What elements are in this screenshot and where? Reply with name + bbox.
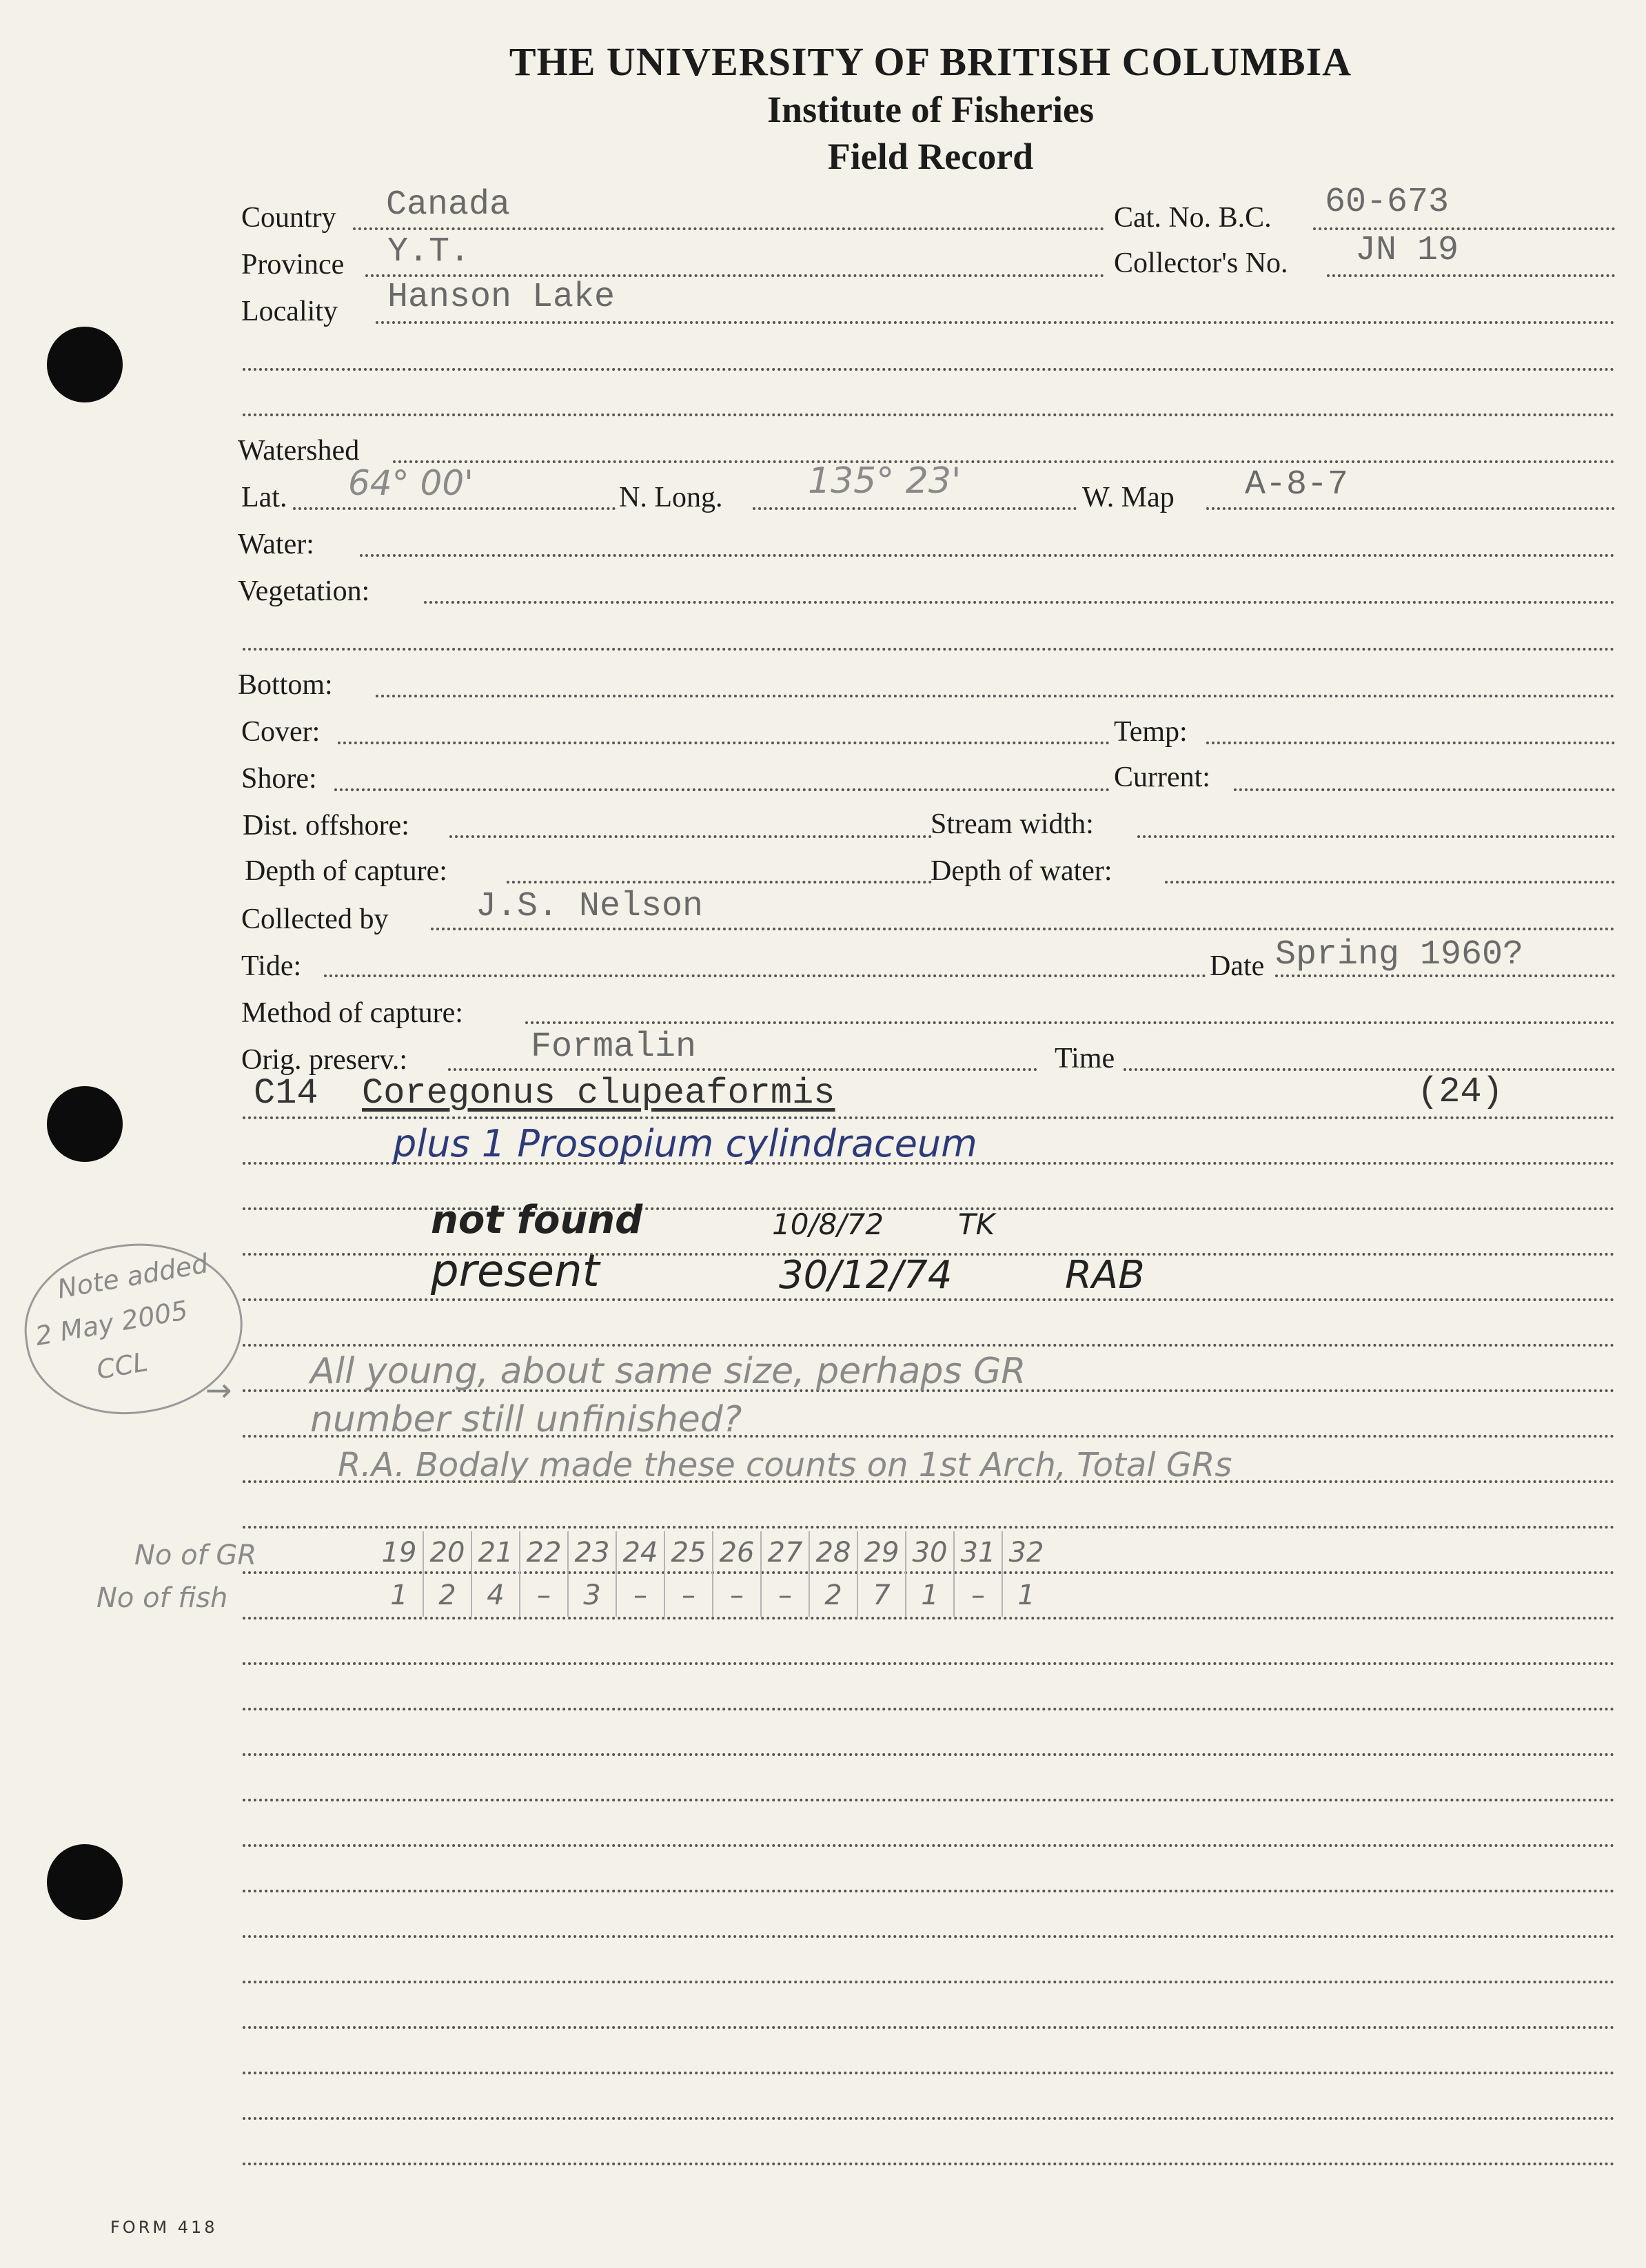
blank-line-1 xyxy=(243,413,1615,416)
binder-hole-top xyxy=(47,327,123,402)
tide-line xyxy=(324,974,1206,977)
margin-note-line-2: 2 May 2005 xyxy=(32,1294,190,1352)
stream-width-label: Stream width: xyxy=(931,808,1094,840)
date-label: Date xyxy=(1210,950,1265,982)
bottom-line xyxy=(376,695,1615,697)
lat-line xyxy=(293,507,616,510)
shore-label: Shore: xyxy=(241,763,317,795)
fish-cell: – xyxy=(664,1574,713,1617)
collected-by-label: Collected by xyxy=(241,903,389,935)
water-label: Water: xyxy=(238,529,314,560)
n-long-label: N. Long. xyxy=(619,482,723,513)
dist-offshore-label: Dist. offshore: xyxy=(243,810,409,841)
cover-label: Cover: xyxy=(241,716,321,748)
fish-cell: – xyxy=(616,1574,664,1617)
specimen-count: (24) xyxy=(1417,1072,1503,1112)
collected-by-value: J.S. Nelson xyxy=(476,887,704,926)
watershed-line xyxy=(393,460,1615,463)
fish-cell: 2 xyxy=(423,1574,471,1617)
bottom-label: Bottom: xyxy=(238,669,333,701)
present-date: 30/12/74 xyxy=(779,1253,953,1298)
lat-label: Lat. xyxy=(241,482,287,513)
fish-cell: 4 xyxy=(471,1574,520,1617)
gr-count-row xyxy=(376,1531,1050,1574)
gr-cell: 30 xyxy=(906,1531,954,1574)
dist-offshore-line xyxy=(449,835,932,838)
map-line xyxy=(1206,507,1615,510)
water-line xyxy=(360,554,1615,557)
fish-row-label: No of fish xyxy=(96,1582,228,1614)
vegetation-line xyxy=(424,601,1615,604)
catno-label: Cat. No. B.C. xyxy=(1114,202,1272,234)
province-label: Province xyxy=(241,249,345,280)
binder-hole-middle xyxy=(47,1086,123,1162)
fish-count-row xyxy=(376,1574,1050,1617)
margin-note-line-1: Note added xyxy=(54,1248,211,1305)
time-line xyxy=(1124,1068,1615,1071)
gr-cell: 20 xyxy=(423,1531,471,1574)
stream-width-line xyxy=(1137,835,1615,838)
temp-line xyxy=(1206,742,1615,744)
lat-value: 64° 00' xyxy=(348,463,474,503)
method-line xyxy=(525,1021,1615,1024)
gr-cell: 31 xyxy=(954,1531,1002,1574)
fish-cell: 1 xyxy=(906,1574,954,1617)
fish-cell: 2 xyxy=(809,1574,857,1617)
pencil-note-line-1: All young, about same size, perhaps GR xyxy=(310,1351,1026,1392)
method-label: Method of capture: xyxy=(241,997,463,1029)
collector-no-label: Collector's No. xyxy=(1114,247,1288,279)
form-number: FORM 418 xyxy=(110,2218,218,2237)
shore-line xyxy=(334,788,1110,791)
locality-value: Hanson Lake xyxy=(387,278,616,317)
collected-by-line xyxy=(431,928,1615,930)
w-map-label: W. Map xyxy=(1082,482,1175,513)
form-title: Field Record xyxy=(827,136,1034,177)
depth-capture-line xyxy=(507,881,932,883)
gr-cell: 27 xyxy=(761,1531,809,1574)
province-value: Y.T. xyxy=(387,232,471,272)
fish-cell: – xyxy=(520,1574,568,1617)
specimen-code: C14 xyxy=(254,1073,318,1114)
fish-cell: 7 xyxy=(857,1574,906,1617)
date-line xyxy=(1275,974,1615,977)
depth-capture-label: Depth of capture: xyxy=(245,855,447,887)
fish-cell: 3 xyxy=(568,1574,616,1617)
tide-label: Tide: xyxy=(241,950,302,982)
gill-raker-count-table xyxy=(376,1531,1050,1617)
fish-cell: – xyxy=(713,1574,761,1617)
date-value: Spring 1960? xyxy=(1275,935,1524,974)
collector-no-value: JN 19 xyxy=(1355,231,1459,270)
fish-cell: 1 xyxy=(390,1580,408,1611)
country-line xyxy=(353,227,1104,230)
orig-preserv-line xyxy=(448,1068,1037,1071)
collector-no-line xyxy=(1327,274,1615,277)
gr-cell: 22 xyxy=(520,1531,568,1574)
gr-cell: 25 xyxy=(664,1531,713,1574)
catno-line xyxy=(1313,227,1615,230)
locality-label: Locality xyxy=(241,296,338,327)
gr-cell: 19 xyxy=(381,1537,417,1569)
gr-row-label: No of GR xyxy=(134,1540,257,1571)
current-line xyxy=(1234,788,1615,791)
current-label: Current: xyxy=(1114,762,1210,793)
temp-label: Temp: xyxy=(1114,716,1188,748)
gr-cell: 23 xyxy=(568,1531,616,1574)
province-line xyxy=(365,274,1104,277)
binder-hole-bottom xyxy=(47,1844,123,1920)
cover-line xyxy=(338,742,1110,744)
arrow-icon: → xyxy=(205,1371,232,1409)
gr-cell: 24 xyxy=(616,1531,664,1574)
orig-preserv-label: Orig. preserv.: xyxy=(241,1044,408,1076)
gr-cell: 21 xyxy=(471,1531,520,1574)
depth-water-label: Depth of water: xyxy=(931,855,1112,887)
species-line xyxy=(243,1116,1615,1119)
fish-cell: – xyxy=(954,1574,1002,1617)
not-found-initials: TK xyxy=(958,1207,995,1241)
vegetation-label: Vegetation: xyxy=(238,575,370,607)
pencil-note-line-3: R.A. Bodaly made these counts on 1st Arch, Total GRs xyxy=(338,1446,1232,1484)
vegetation-line-2 xyxy=(243,648,1615,651)
pencil-note-line-2: number still unfinished? xyxy=(310,1399,742,1440)
country-label: Country xyxy=(241,202,336,234)
gr-cell: 26 xyxy=(713,1531,761,1574)
species-name: Coregonus clupeaformis xyxy=(362,1073,835,1114)
catno-value: 60-673 xyxy=(1325,183,1450,222)
present-word: present xyxy=(431,1246,600,1297)
not-found-word: not found xyxy=(431,1198,643,1243)
map-value: A-8-7 xyxy=(1245,465,1349,504)
orig-preserv-value: Formalin xyxy=(531,1028,697,1067)
country-value: Canada xyxy=(386,185,511,225)
fish-cell: 1 xyxy=(1002,1574,1050,1617)
margin-note-line-3: CCL xyxy=(94,1346,150,1386)
locality-line xyxy=(376,321,1615,324)
present-initials: RAB xyxy=(1065,1253,1145,1298)
not-found-date: 10/8/72 xyxy=(772,1207,884,1241)
gr-cell: 32 xyxy=(1002,1531,1050,1574)
card-header xyxy=(0,38,1646,180)
fish-cell: – xyxy=(761,1574,809,1617)
institute-name: Institute of Fisheries xyxy=(767,89,1094,130)
long-line xyxy=(753,507,1077,510)
watershed-label: Watershed xyxy=(238,435,360,467)
gr-cell: 28 xyxy=(809,1531,857,1574)
long-value: 135° 23' xyxy=(808,460,962,502)
gr-cell: 29 xyxy=(857,1531,906,1574)
plus-prosopium-note: plus 1 Prosopium cylindraceum xyxy=(393,1122,977,1165)
locality-line-2 xyxy=(243,368,1615,371)
university-name: THE UNIVERSITY OF BRITISH COLUMBIA xyxy=(509,39,1352,84)
time-label: Time xyxy=(1055,1043,1115,1074)
depth-water-line xyxy=(1165,881,1615,883)
